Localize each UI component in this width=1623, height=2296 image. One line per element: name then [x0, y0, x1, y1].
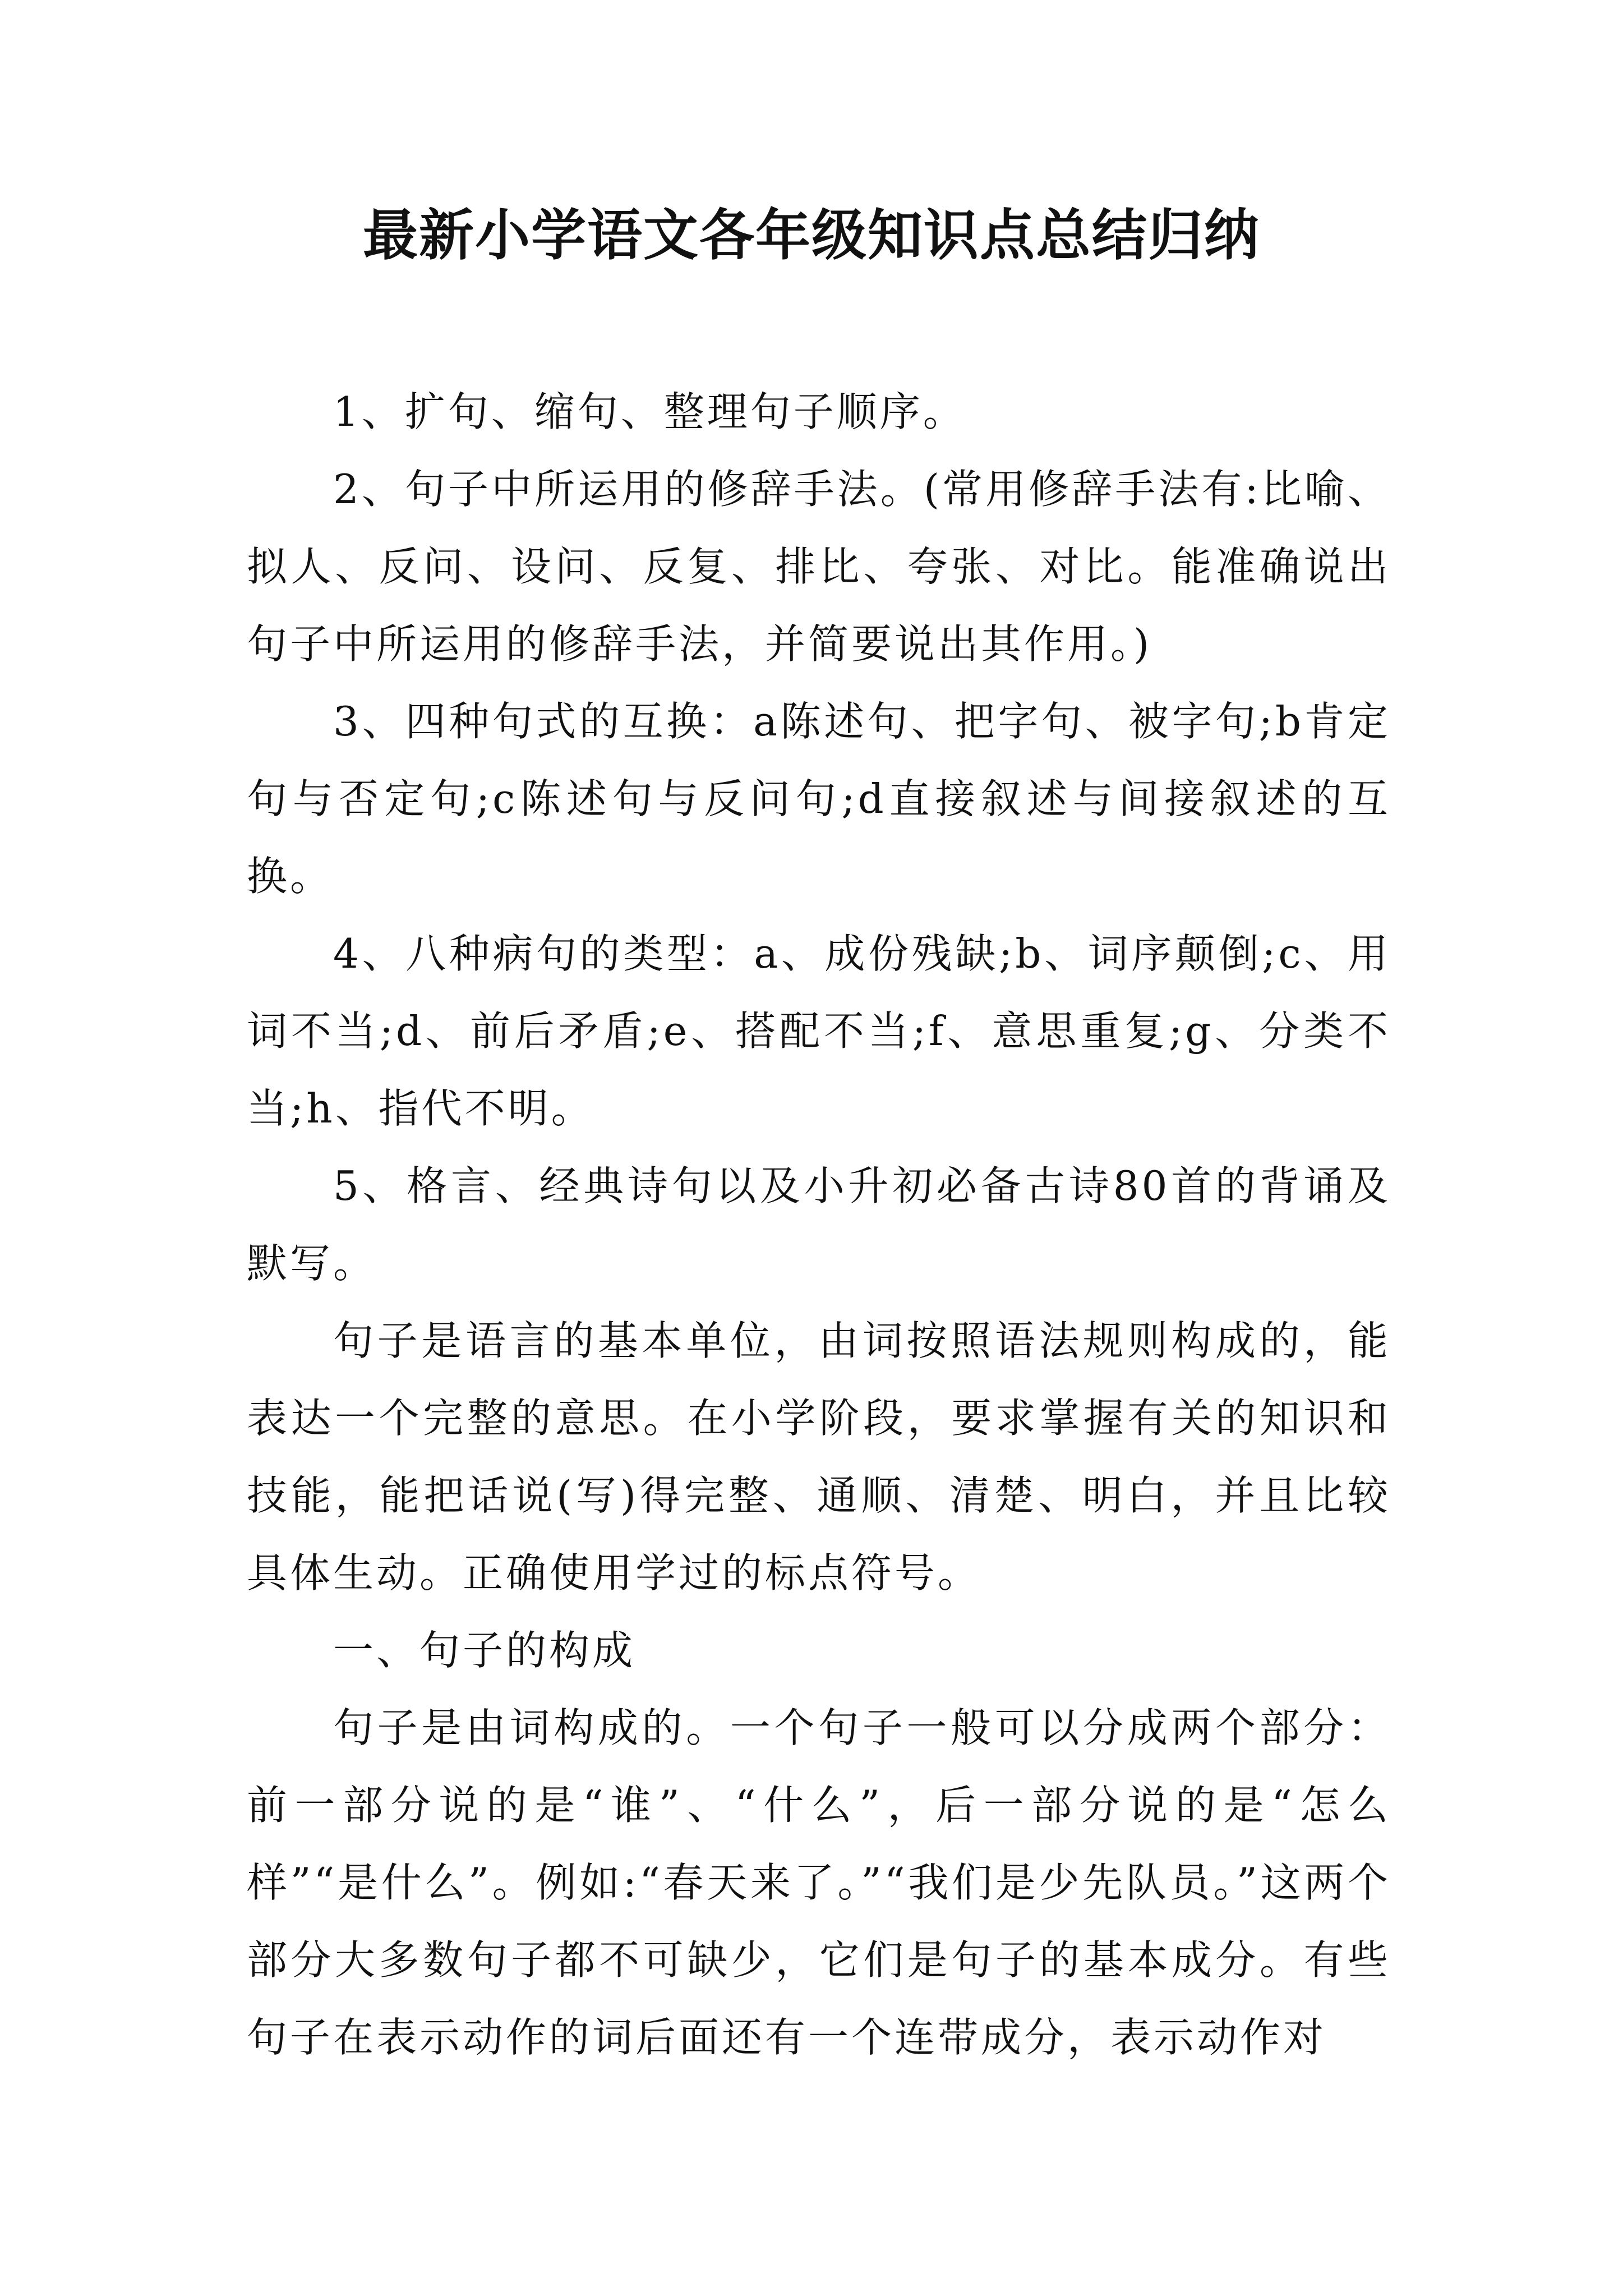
paragraph-item-4: 4、八种病句的类型：a、成份残缺;b、词序颠倒;c、用词不当;d、前后矛盾;e、搭配不当;f、意思重复;g、分类不当;h、指代不明。	[247, 930, 1391, 1132]
paragraph-sentence-structure: 句子是由词构成的。一个句子一般可以分成两个部分：前一部分说的是“谁”、“什么”，后一部分说的是“怎么样”“是什么”。例如:“春天来了。”“我们是少先队员。”这两个部分大多数句子都不可缺少，它们是句子的基本成分。有些句子在表示动作的词后面还有一个连带成分，表示动作对	[247, 1704, 1391, 2061]
document-title: 最新小学语文各年级知识点总结归纳	[362, 203, 1260, 268]
section-heading-sentence-structure: 一、句子的构成	[333, 1627, 636, 1674]
document-body	[247, 373, 1391, 2076]
paragraph-item-5: 5、格言、经典诗句以及小升初必备古诗80首的背诵及默写。	[247, 1162, 1391, 1287]
paragraph-item-2: 2、句子中所运用的修辞手法。(常用修辞手法有:比喻、拟人、反问、设问、反复、排比、夸张、对比。能准确说出句子中所运用的修辞手法，并简要说出其作用。)	[247, 466, 1391, 668]
paragraph-item-1: 1、扩句、缩句、整理句子顺序。	[333, 388, 966, 435]
paragraph-item-3: 3、四种句式的互换：a陈述句、把字句、被字句;b肯定句与否定句;c陈述句与反问句;d直接叙述与间接叙述的互换。	[247, 698, 1391, 900]
paragraph-sentence-definition: 句子是语言的基本单位，由词按照语法规则构成的，能表达一个完整的意思。在小学阶段，要求掌握有关的知识和技能，能把话说(写)得完整、通顺、清楚、明白，并且比较具体生动。正确使用学过的标点符号。	[247, 1317, 1391, 1596]
